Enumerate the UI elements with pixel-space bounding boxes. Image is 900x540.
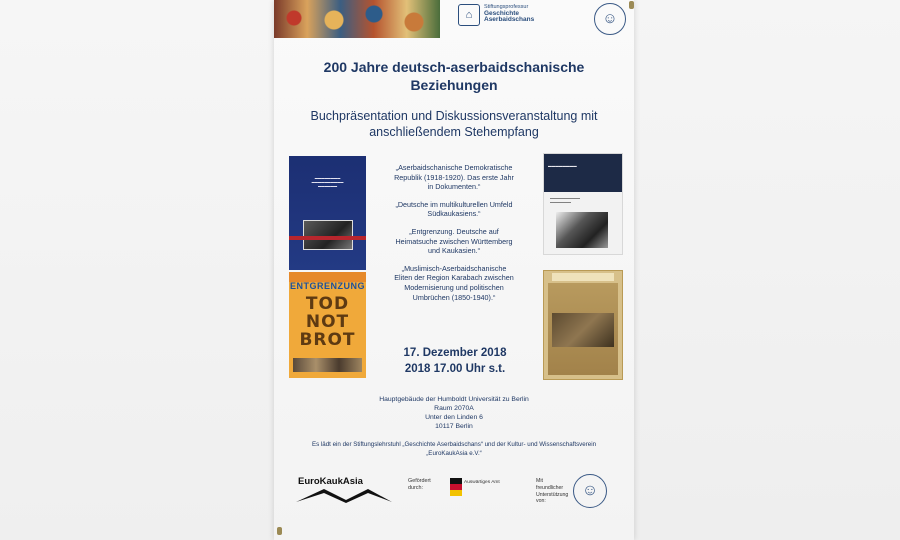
eurokaukasia-logo-text: EuroKaukAsia xyxy=(298,476,363,487)
title-line-1: 200 Jahre deutsch-aserbaidschanische xyxy=(323,59,585,75)
subtitle-line-2: anschließendem Stehempfang xyxy=(369,125,539,139)
book-cover-orange xyxy=(289,272,366,378)
book-list-item: „Muslimisch-Aserbaidschanische Eliten der Region Karabach zwischen Modernisierung und politischen Umbrüchen (1850-1940).“ xyxy=(394,263,514,302)
book-list-item: „Deutsche im multikulturellen Umfeld Südkaukasiens.“ xyxy=(395,199,513,219)
funded-by xyxy=(408,478,431,491)
poster xyxy=(274,0,634,540)
pushpin-icon xyxy=(277,527,282,535)
book-cover-sepia-photo xyxy=(552,313,614,347)
book-cover-blue xyxy=(289,156,366,270)
event-time: 2018 17.00 Uhr s.t. xyxy=(404,363,506,375)
book-cover-orange-line-2: NOT xyxy=(305,312,350,332)
sponsor-text xyxy=(484,4,534,24)
support-note xyxy=(536,478,568,505)
sponsor-line-2: Geschichte xyxy=(484,9,520,17)
ornament-image xyxy=(274,0,440,38)
event-date: 17. Dezember 2018 xyxy=(403,347,507,359)
book-cover-orange-head: ENTGRENZUNG xyxy=(290,281,365,291)
address-line-2: Raum 2070A xyxy=(434,405,474,412)
book-list xyxy=(394,163,514,310)
book-cover-orange-photo-strip xyxy=(293,358,362,372)
book-list-item: „Entgrenzung. Deutsche auf Heimatsuche zwischen Württemberg und Kaukasien.“ xyxy=(395,226,513,256)
invitation-text xyxy=(290,441,618,458)
poster-subtitle xyxy=(290,108,618,140)
support-line-1: Mit xyxy=(536,478,543,484)
book-cover-sepia-header xyxy=(552,273,614,281)
address-line-3: Unter den Linden 6 xyxy=(425,414,483,421)
federal-eagle-icon xyxy=(450,478,462,502)
ministry-name: Auswärtiges Amt xyxy=(464,480,500,485)
title-line-2: Beziehungen xyxy=(410,77,498,93)
book-cover-white-band: ▬▬▬▬▬▬▬▬ xyxy=(544,154,622,192)
invite-line-2: „EuroKaukAsia e.V.“ xyxy=(426,449,482,457)
subtitle-line-1: Buchpräsentation und Diskussionsveranstaltung mit xyxy=(310,109,598,123)
invite-line-1: Es lädt ein der Stiftungslehrstuhl „Geschichte Aserbaidschans“ und der Kultur- und Wissenschaftsverein xyxy=(311,441,597,448)
event-address xyxy=(334,395,574,431)
funded-line-1: Gefördert xyxy=(408,478,431,484)
humboldt-seal-icon: ☺ xyxy=(573,474,607,508)
address-line-4: 10117 Berlin xyxy=(435,423,473,430)
support-line-2: freundlicher xyxy=(536,484,564,491)
wall-left xyxy=(0,0,274,540)
book-cover-blue-text: ▬▬▬▬▬▬▬▬ ▬▬▬▬▬▬▬▬▬▬ ▬▬▬▬▬▬ xyxy=(311,176,344,188)
funded-line-2: durch: xyxy=(408,484,423,491)
book-cover-orange-line-1: TOD xyxy=(305,294,350,314)
book-cover-sepia xyxy=(543,270,623,380)
address-line-1: Hauptgebäude der Humboldt Universität zu Berlin xyxy=(379,396,529,403)
sponsor-logo xyxy=(458,4,534,26)
book-cover-white-photo xyxy=(556,212,608,248)
book-list-item: „Aserbaidschanische Demokratische Republik (1918-1920). Das erste Jahr in Dokumenten.“ xyxy=(394,163,514,192)
sponsor-line-1: Stiftungsprofessur xyxy=(484,4,529,10)
sponsor-emblem-icon: ⌂ xyxy=(458,4,480,26)
sponsor-line-3: Aserbaidschans xyxy=(484,16,535,23)
humboldt-seal-icon: ☺ xyxy=(594,3,626,35)
support-line-3: Unterstützung xyxy=(536,491,569,498)
wall-right xyxy=(632,0,900,540)
book-cover-orange-line-3: BROT xyxy=(299,330,356,350)
book-cover-white xyxy=(543,153,623,255)
book-cover-blue-band xyxy=(289,236,366,240)
book-cover-blue-photo xyxy=(303,220,353,250)
support-line-4: von: xyxy=(536,498,546,505)
book-cover-white-text: ▬▬▬▬▬▬▬▬▬▬ ▬▬▬▬▬▬▬ xyxy=(550,196,580,204)
poster-title xyxy=(290,58,618,94)
pushpin-icon xyxy=(629,1,634,9)
eurokaukasia-logo xyxy=(294,476,394,504)
mountain-mark-icon xyxy=(294,476,394,504)
